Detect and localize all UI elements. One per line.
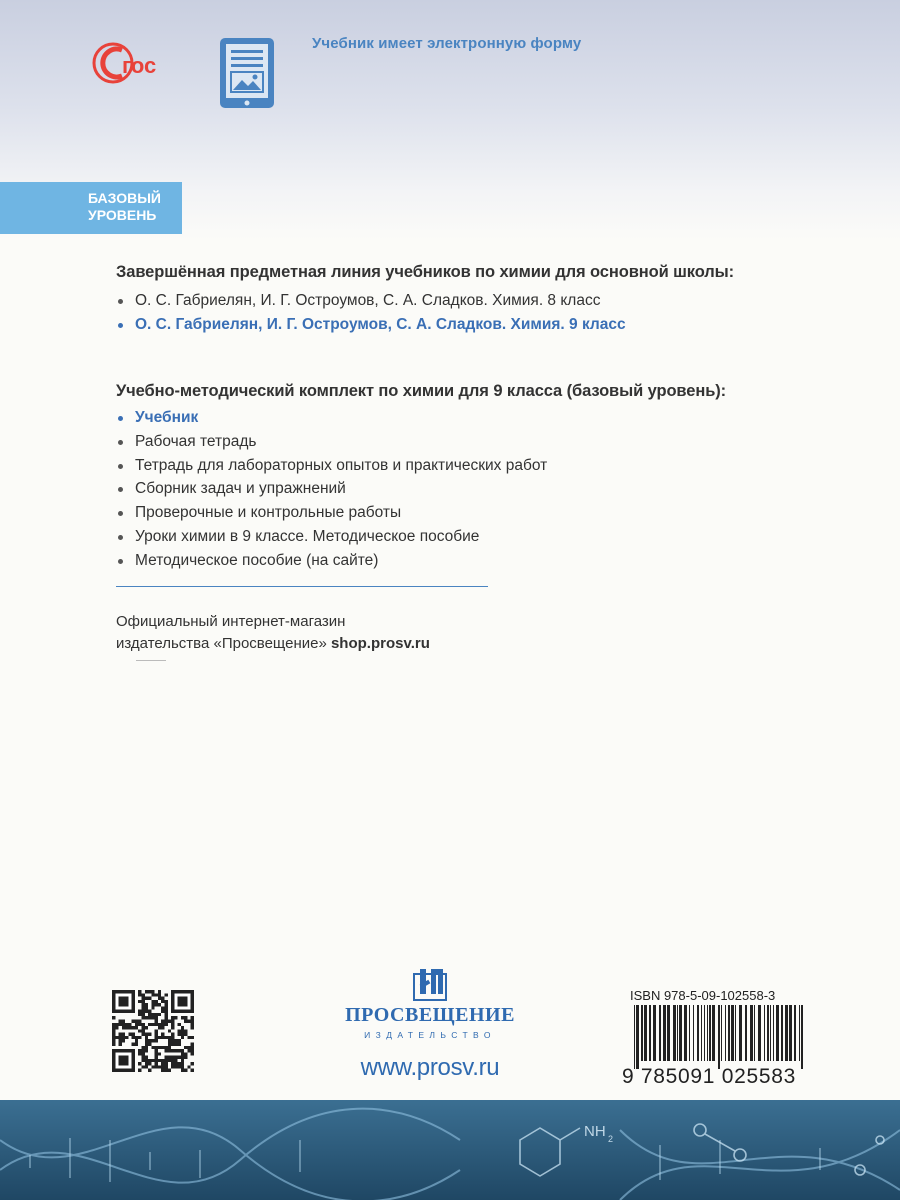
- publisher-name: ПРОСВЕЩЕНИЕ: [345, 1004, 515, 1026]
- divider: [116, 586, 488, 587]
- list-item: Методическое пособие (на сайте): [116, 549, 726, 573]
- fgos-logo: [92, 40, 172, 86]
- list-item: Уроки химии в 9 классе. Методическое пособие: [116, 525, 726, 549]
- isbn-block: [622, 988, 812, 1089]
- textbook-line-title: Завершённая предметная линия учебников по химии для основной школы:: [116, 263, 735, 281]
- shop-line1: Официальный интернет-магазин: [116, 613, 346, 630]
- publisher-subtitle: ИЗДАТЕЛЬСТВО: [364, 1030, 496, 1040]
- level-badge-line2: УРОВЕНЬ: [88, 207, 157, 223]
- shop-link[interactable]: shop.prosv.ru: [330, 635, 430, 652]
- qr-code: [112, 990, 194, 1072]
- fgos-logo-text: гос: [122, 53, 157, 78]
- shop-info: [116, 611, 430, 655]
- study-kit-section: [116, 382, 726, 573]
- list-item: Рабочая тетрадь: [116, 430, 726, 454]
- publisher-block: [330, 968, 530, 1082]
- publisher-url[interactable]: www.prosv.ru: [360, 1054, 500, 1081]
- decor-formula-sub: 2: [608, 1134, 614, 1144]
- list-item-current: О. С. Габриелян, И. Г. Остроумов, С. А. Сладков. Химия. 9 класс: [116, 313, 734, 337]
- small-divider: [136, 660, 166, 661]
- publisher-logo-icon: [411, 968, 449, 1002]
- level-badge: [0, 182, 182, 234]
- barcode: [622, 1005, 812, 1069]
- isbn-digits: 9 785091 025583: [622, 1065, 796, 1088]
- electronic-form-note: Учебник имеет электронную форму: [312, 35, 582, 52]
- shop-line2-prefix: издательства «Просвещение»: [116, 635, 331, 652]
- textbook-line-section: [116, 263, 734, 337]
- shop-line2: [116, 633, 430, 655]
- list-item: Проверочные и контрольные работы: [116, 501, 726, 525]
- list-item: Сборник задач и упражнений: [116, 477, 726, 501]
- list-item: О. С. Габриелян, И. Г. Остроумов, С. А. Сладков. Химия. 8 класс: [116, 289, 734, 313]
- tablet-icon: [218, 36, 276, 110]
- list-item-current: Учебник: [116, 406, 726, 430]
- list-item: Тетрадь для лабораторных опытов и практических работ: [116, 454, 726, 478]
- level-badge-line1: БАЗОВЫЙ: [88, 190, 161, 206]
- decor-formula: NH: [584, 1123, 606, 1140]
- study-kit-title: Учебно-методический комплект по химии для 9 класса (базовый уровень):: [116, 382, 727, 400]
- isbn-label: ISBN 978-5-09-102558-3: [630, 988, 776, 1003]
- textbook-line-list: [116, 289, 734, 337]
- study-kit-list: [116, 406, 726, 573]
- dna-decor-band: [0, 1100, 900, 1200]
